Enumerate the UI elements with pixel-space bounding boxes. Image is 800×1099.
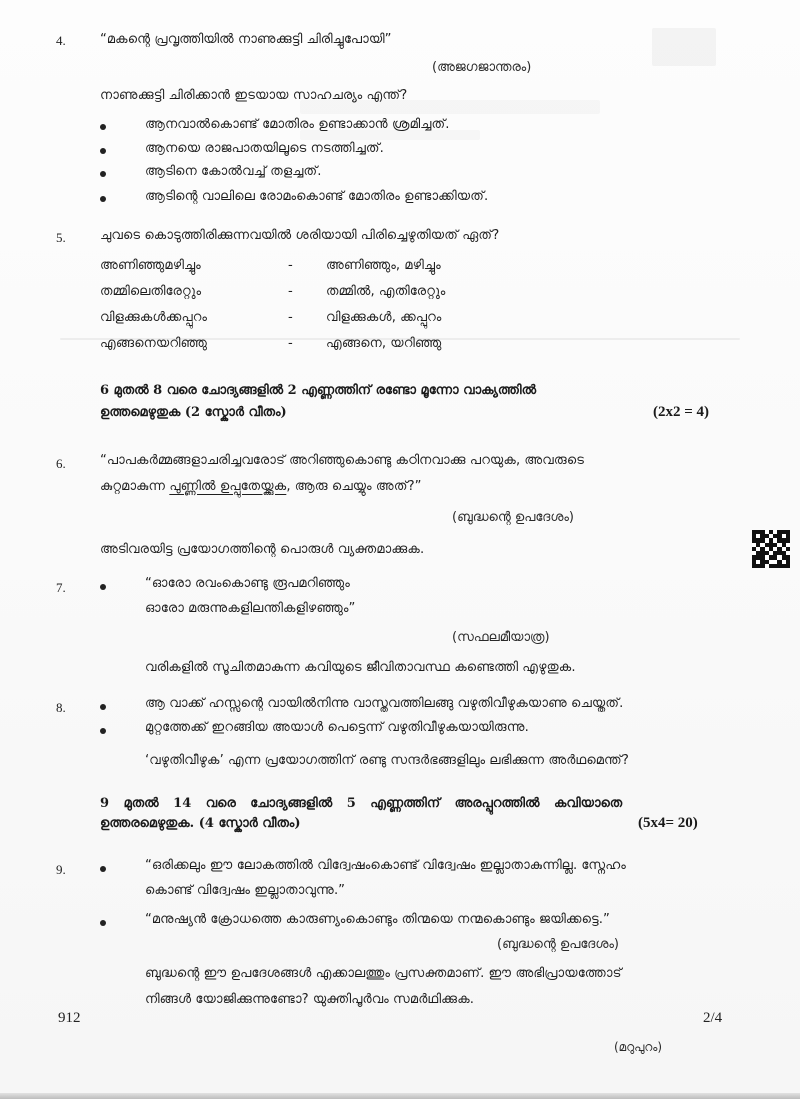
q9-quote-line: “മനുഷ്യൻ ക്രോധത്തെ കാരുണ്യംകൊണ്ടും തിന്മയെ നന്മകൊണ്ടും ജയിക്കട്ടെ.” — [145, 912, 610, 927]
bullet-icon — [100, 148, 106, 154]
page-indicator: 2/4 — [703, 1010, 723, 1026]
q4-option: ആടിനെ കോൽവച്ച് തളച്ചത്. — [145, 164, 322, 179]
q6-underlined-phrase: പുണ്ണിൽ ഉപ്പുതേയ്ക്കുക — [169, 479, 287, 494]
bullet-icon — [100, 704, 106, 710]
bullet-icon — [100, 124, 106, 130]
qr-code — [752, 530, 790, 568]
q9-source: (ബുദ്ധന്റെ ഉപദേശം) — [497, 937, 619, 952]
q5-dash: - — [288, 258, 293, 273]
section-marks: (5x4= 20) — [638, 815, 698, 831]
q6-quote-line: “പാപകർമ്മങ്ങളാചരിച്ചവരോട് അറിഞ്ഞുകൊണ്ടു കഠിനവാക്കു പറയുക, അവരുടെ — [100, 453, 585, 468]
q4-option: ആടിന്റെ വാലിലെ രോമംകൊണ്ട് മോതിരം ഉണ്ടാക്കിയത്. — [145, 189, 489, 204]
q6-quote-line — [100, 478, 421, 496]
q5-word: അണിഞ്ഞുമഴിച്ചും — [100, 258, 201, 273]
q5-word: എങ്ങനെയറിഞ്ഞു — [100, 336, 208, 351]
q8-bullet: മുറ്റത്തേക്ക് ഇറങ്ങിയ അയാൾ പെട്ടെന്ന് വഴുതിവീഴുകയായിരുന്നു. — [145, 720, 529, 735]
q7-quote-line: ഓരോ മരുന്നുകളിലന്തികളിഴഞ്ഞും” — [145, 601, 356, 616]
question-number: 6. — [56, 456, 66, 471]
q5-dash: - — [288, 284, 293, 299]
section-instruction: 9 മുതൽ 14 വരെ ചോദ്യങ്ങളിൽ 5 എണ്ണത്തിന് അരപ്പുറത്തിൽ കവിയാതെ — [100, 796, 623, 811]
bullet-icon — [100, 584, 106, 590]
q5-word: തമ്മിലെതിരേറ്റും — [100, 284, 202, 299]
bullet-icon — [100, 171, 106, 177]
question-number: 7. — [56, 580, 66, 595]
section-instruction: ഉത്തരമെഴുതുക. (4 സ്കോർ വീതം) — [100, 816, 301, 831]
q4-prompt: നാണുക്കുട്ടി ചിരിക്കാൻ ഇടയായ സാഹചര്യം എന്ത്? — [100, 88, 408, 103]
bullet-icon — [100, 728, 106, 734]
paper-code: 912 — [58, 1010, 81, 1026]
q4-quote: “മകന്റെ പ്രവൃത്തിയിൽ നാണുക്കുട്ടി ചിരിച്ചുപോയി” — [100, 32, 392, 47]
q9-quote-line: കൊണ്ട് വിദ്വേഷം ഇല്ലാതാവുന്നു.” — [145, 883, 345, 898]
turn-over-note: (മറുപുറം) — [614, 1040, 663, 1054]
q5-split: വിളക്കുകൾ, ക്കപ്പുറം — [326, 310, 442, 325]
question-number: 5. — [56, 230, 66, 245]
q8-bullet: ആ വാക്ക് ഹസ്സന്റെ വായിൽനിന്നു വാസ്തവത്തിലങ്ങു വഴുതിവീഴുകയാണു ചെയ്തത്. — [145, 696, 624, 711]
q4-source: (അജഗജാന്തരം) — [432, 60, 532, 75]
q4-option: ആനവാൽകൊണ്ട് മോതിരം ഉണ്ടാക്കാൻ ശ്രമിച്ചത്. — [145, 117, 450, 132]
q5-split: എങ്ങനെ, യറിഞ്ഞു — [326, 336, 442, 351]
q5-dash: - — [288, 336, 293, 351]
bullet-icon — [100, 866, 106, 872]
bullet-icon — [100, 196, 106, 202]
q6-text-before: കുറ്റമാകുന്ന — [100, 479, 170, 494]
q7-quote-line: “ഓരോ രവംകൊണ്ടു രൂപമറിഞ്ഞും — [145, 576, 350, 591]
question-number: 9. — [56, 862, 66, 877]
q6-source: (ബുദ്ധന്റെ ഉപദേശം) — [452, 510, 574, 525]
page-bottom-edge — [0, 1093, 800, 1099]
q4-option: ആനയെ രാജപാതയിലൂടെ നടത്തിച്ചത്. — [145, 141, 384, 156]
q7-prompt: വരികളിൽ സൂചിതമാകുന്ന കവിയുടെ ജീവിതാവസ്ഥ കണ്ടെത്തി എഴുതുക. — [145, 660, 576, 675]
q6-text-after: , ആരു ചെയ്യും അത്?” — [286, 479, 422, 494]
question-number: 8. — [56, 700, 66, 715]
q7-source: (സഫലമീയാത്ര) — [452, 630, 550, 645]
q5-split: തമ്മിൽ, എതിരേറ്റും — [326, 284, 446, 299]
q9-prompt: ബുദ്ധന്റെ ഈ ഉപദേശങ്ങൾ എക്കാലത്തും പ്രസക്തമാണ്. ഈ അഭിപ്രായത്തോട് — [145, 966, 622, 981]
q5-word: വിളക്കുകൾക്കപ്പുറം — [100, 310, 208, 325]
q6-prompt: അടിവരയിട്ട പ്രയോഗത്തിന്റെ പൊരുൾ വ്യക്തമാക്കുക. — [100, 542, 425, 557]
q5-prompt: ചുവടെ കൊടുത്തിരിക്കുന്നവയിൽ ശരിയായി പിരിച്ചെഴുതിയത് ഏത്? — [100, 228, 500, 243]
bullet-icon — [100, 920, 106, 926]
q8-prompt: ‘വഴുതിവീഴുക’ എന്ന പ്രയോഗത്തിന് രണ്ടു സന്ദർഭങ്ങളിലും ലഭിക്കുന്ന അർഥമെന്ത്? — [145, 753, 629, 768]
section-marks: (2x2 = 4) — [653, 404, 710, 420]
q5-split: അണിഞ്ഞും, മഴിച്ചും — [326, 258, 441, 273]
bleed-through-block — [652, 28, 716, 66]
question-number: 4. — [56, 33, 66, 48]
q9-quote-line: “ഒരിക്കലും ഈ ലോകത്തിൽ വിദ്വേഷംകൊണ്ട് വിദ്വേഷം ഇല്ലാതാകുന്നില്ല. സ്നേഹം — [145, 858, 626, 873]
q5-dash: - — [288, 310, 293, 325]
q9-prompt: നിങ്ങൾ യോജിക്കുന്നുണ്ടോ? യുക്തിപൂർവം സമർഥിക്കുക. — [145, 992, 474, 1007]
section-instruction: 6 മുതൽ 8 വരെ ചോദ്യങ്ങളിൽ 2 എണ്ണത്തിന് രണ്ടോ മൂന്നോ വാക്യത്തിൽ — [100, 383, 537, 398]
section-instruction: ഉത്തമെഴുതുക (2 സ്കോർ വീതം) — [100, 405, 287, 420]
